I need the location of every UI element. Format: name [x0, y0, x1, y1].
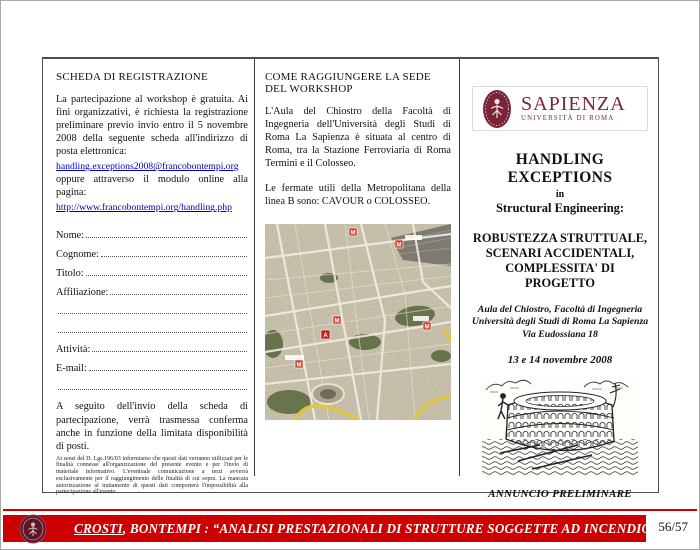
brochure-page — [42, 57, 659, 500]
directions-para1: L'Aula del Chiostro della Facoltà di Ingegneria dell'Università degli Studi di Roma La Sapienza è situata al centro di Roma, tra la Stazione Ferroviaria di Roma Termini e il Colosseo. — [265, 106, 451, 170]
svg-text:M: M — [396, 242, 402, 249]
theme-line: COMPLESSITA' DI PROGETTO — [505, 260, 615, 290]
svg-text:A: A — [323, 333, 328, 340]
field-label: Nome: — [56, 230, 85, 242]
form-row-email — [56, 355, 248, 374]
registration-panel — [56, 67, 248, 496]
colosseum-shape — [312, 384, 344, 404]
workshop-title-in: in — [555, 189, 565, 200]
form-row-titolo — [56, 260, 248, 279]
form-row-cognome — [56, 241, 248, 260]
sapienza-logo-text — [521, 94, 626, 123]
form-row-affiliazione — [56, 279, 248, 298]
preliminary-announcement: ANNUNCIO PRELIMINARE — [488, 487, 632, 500]
footer-caption — [74, 521, 658, 537]
footer-caption-rest: , BONTEMPI : “ANALISI PRESTAZIONALI DI STRUTTURE SOGGETTE AD INCENDIO” — [122, 520, 659, 536]
sapienza-logo — [472, 86, 648, 131]
dotted-line — [58, 331, 247, 333]
form-row-blank — [56, 298, 248, 317]
sapienza-subtitle: UNIVERSITÀ DI ROMA — [521, 115, 615, 123]
workshop-title-sub: Structural Engineering: — [495, 201, 625, 215]
venue-line: Aula del Chiostro, Facoltà di Ingegneria — [477, 303, 643, 315]
venue-line: Via Eudossiana 18 — [522, 328, 598, 340]
field-label: Cognome: — [56, 249, 99, 261]
dotted-line — [86, 236, 247, 238]
footer-bar — [3, 515, 659, 542]
registration-title: SCHEDA DI REGISTRAZIONE — [56, 71, 208, 83]
dotted-line — [89, 369, 247, 371]
dotted-line — [58, 388, 247, 390]
venue-line: Università degli Studi di Roma La Sapienza — [471, 316, 649, 328]
workshop-theme — [469, 231, 651, 291]
footer-rule — [3, 509, 697, 511]
field-label: Affiliazione: — [56, 287, 109, 299]
registration-url-link[interactable]: http://www.francobontempi.org/handling.php — [56, 202, 232, 214]
venue-info — [469, 304, 651, 342]
sapienza-emblem-icon — [481, 89, 513, 129]
theme-line: ROBUSTEZZA STRUTTUALE, — [472, 231, 648, 245]
form-row-nome — [56, 222, 248, 241]
sapienza-wordmark: SAPIENZA — [521, 93, 626, 116]
registration-intro: La partecipazione al workshop è gratuita. Ai fini organizzativi, è richiesta la registrazione preliminare previo invio entro il 5 novembre 2008 della seguente scheda all'indirizzo di posta elettronica: — [56, 94, 248, 158]
form-row-attivita — [56, 336, 248, 355]
online-form-text: oppure attraverso il modulo online alla pagina: — [56, 174, 248, 199]
workshop-dates: 13 e 14 novembre 2008 — [507, 353, 613, 366]
workshop-title: HANDLING EXCEPTIONS — [507, 151, 613, 186]
rome-satellite-map — [265, 224, 451, 420]
dotted-line — [110, 293, 247, 295]
form-row-blank — [56, 374, 248, 393]
confirmation-text: A seguito dell'invio della scheda di partecipazione, verrà trasmessa conferma anche in funzione della limitata disponibilità di posti. — [56, 401, 248, 452]
dotted-line — [86, 274, 247, 276]
page-number: 56/57 — [658, 519, 688, 534]
form-row-blank — [56, 317, 248, 336]
svg-text:M: M — [296, 362, 302, 369]
directions-panel — [265, 67, 451, 420]
registration-form — [56, 222, 248, 393]
dotted-line — [92, 350, 247, 352]
sapienza-footer-emblem-icon — [18, 514, 48, 544]
field-label: E-mail: — [56, 363, 87, 375]
privacy-fineprint: Ai sensi del D. Lgs.196/03 informiamo che questi dati verranno utilizzati per le finalità connesse all'organizzazione del presente evento e per l'invio di materiale informativo. L'eventuale comunicazione a terzi avverrà esclusivamente per il raggiungimento delle finalità di cui sopra. La mancata autorizzazione al trattamento di questi dati comporterà l'impossibilità alla partecipazione all'evento — [56, 455, 248, 496]
svg-text:M: M — [350, 230, 356, 237]
dotted-line — [58, 312, 247, 314]
theme-line: SCENARI ACCIDENTALI, — [485, 245, 635, 260]
directions-para2: Le fermate utili della Metropolitana della linea B sono: CAVOUR o COLOSSEO. — [265, 183, 451, 208]
announcement-panel — [469, 67, 651, 500]
svg-text:M: M — [334, 318, 340, 325]
field-label: Titolo: — [56, 268, 84, 280]
directions-title: COME RAGGIUNGERE LA SEDE DEL WORKSHOP — [265, 71, 431, 95]
registration-email-link[interactable]: handling.exceptions2008@francobontempi.org — [56, 161, 239, 173]
dotted-line — [101, 255, 247, 257]
footer-author: CROSTI — [74, 520, 123, 536]
svg-text:M: M — [424, 324, 430, 331]
field-label: Attività: — [56, 344, 91, 356]
panel-divider — [254, 59, 255, 476]
panel-divider — [459, 59, 460, 476]
colosseum-woodcut-etching — [480, 375, 640, 479]
